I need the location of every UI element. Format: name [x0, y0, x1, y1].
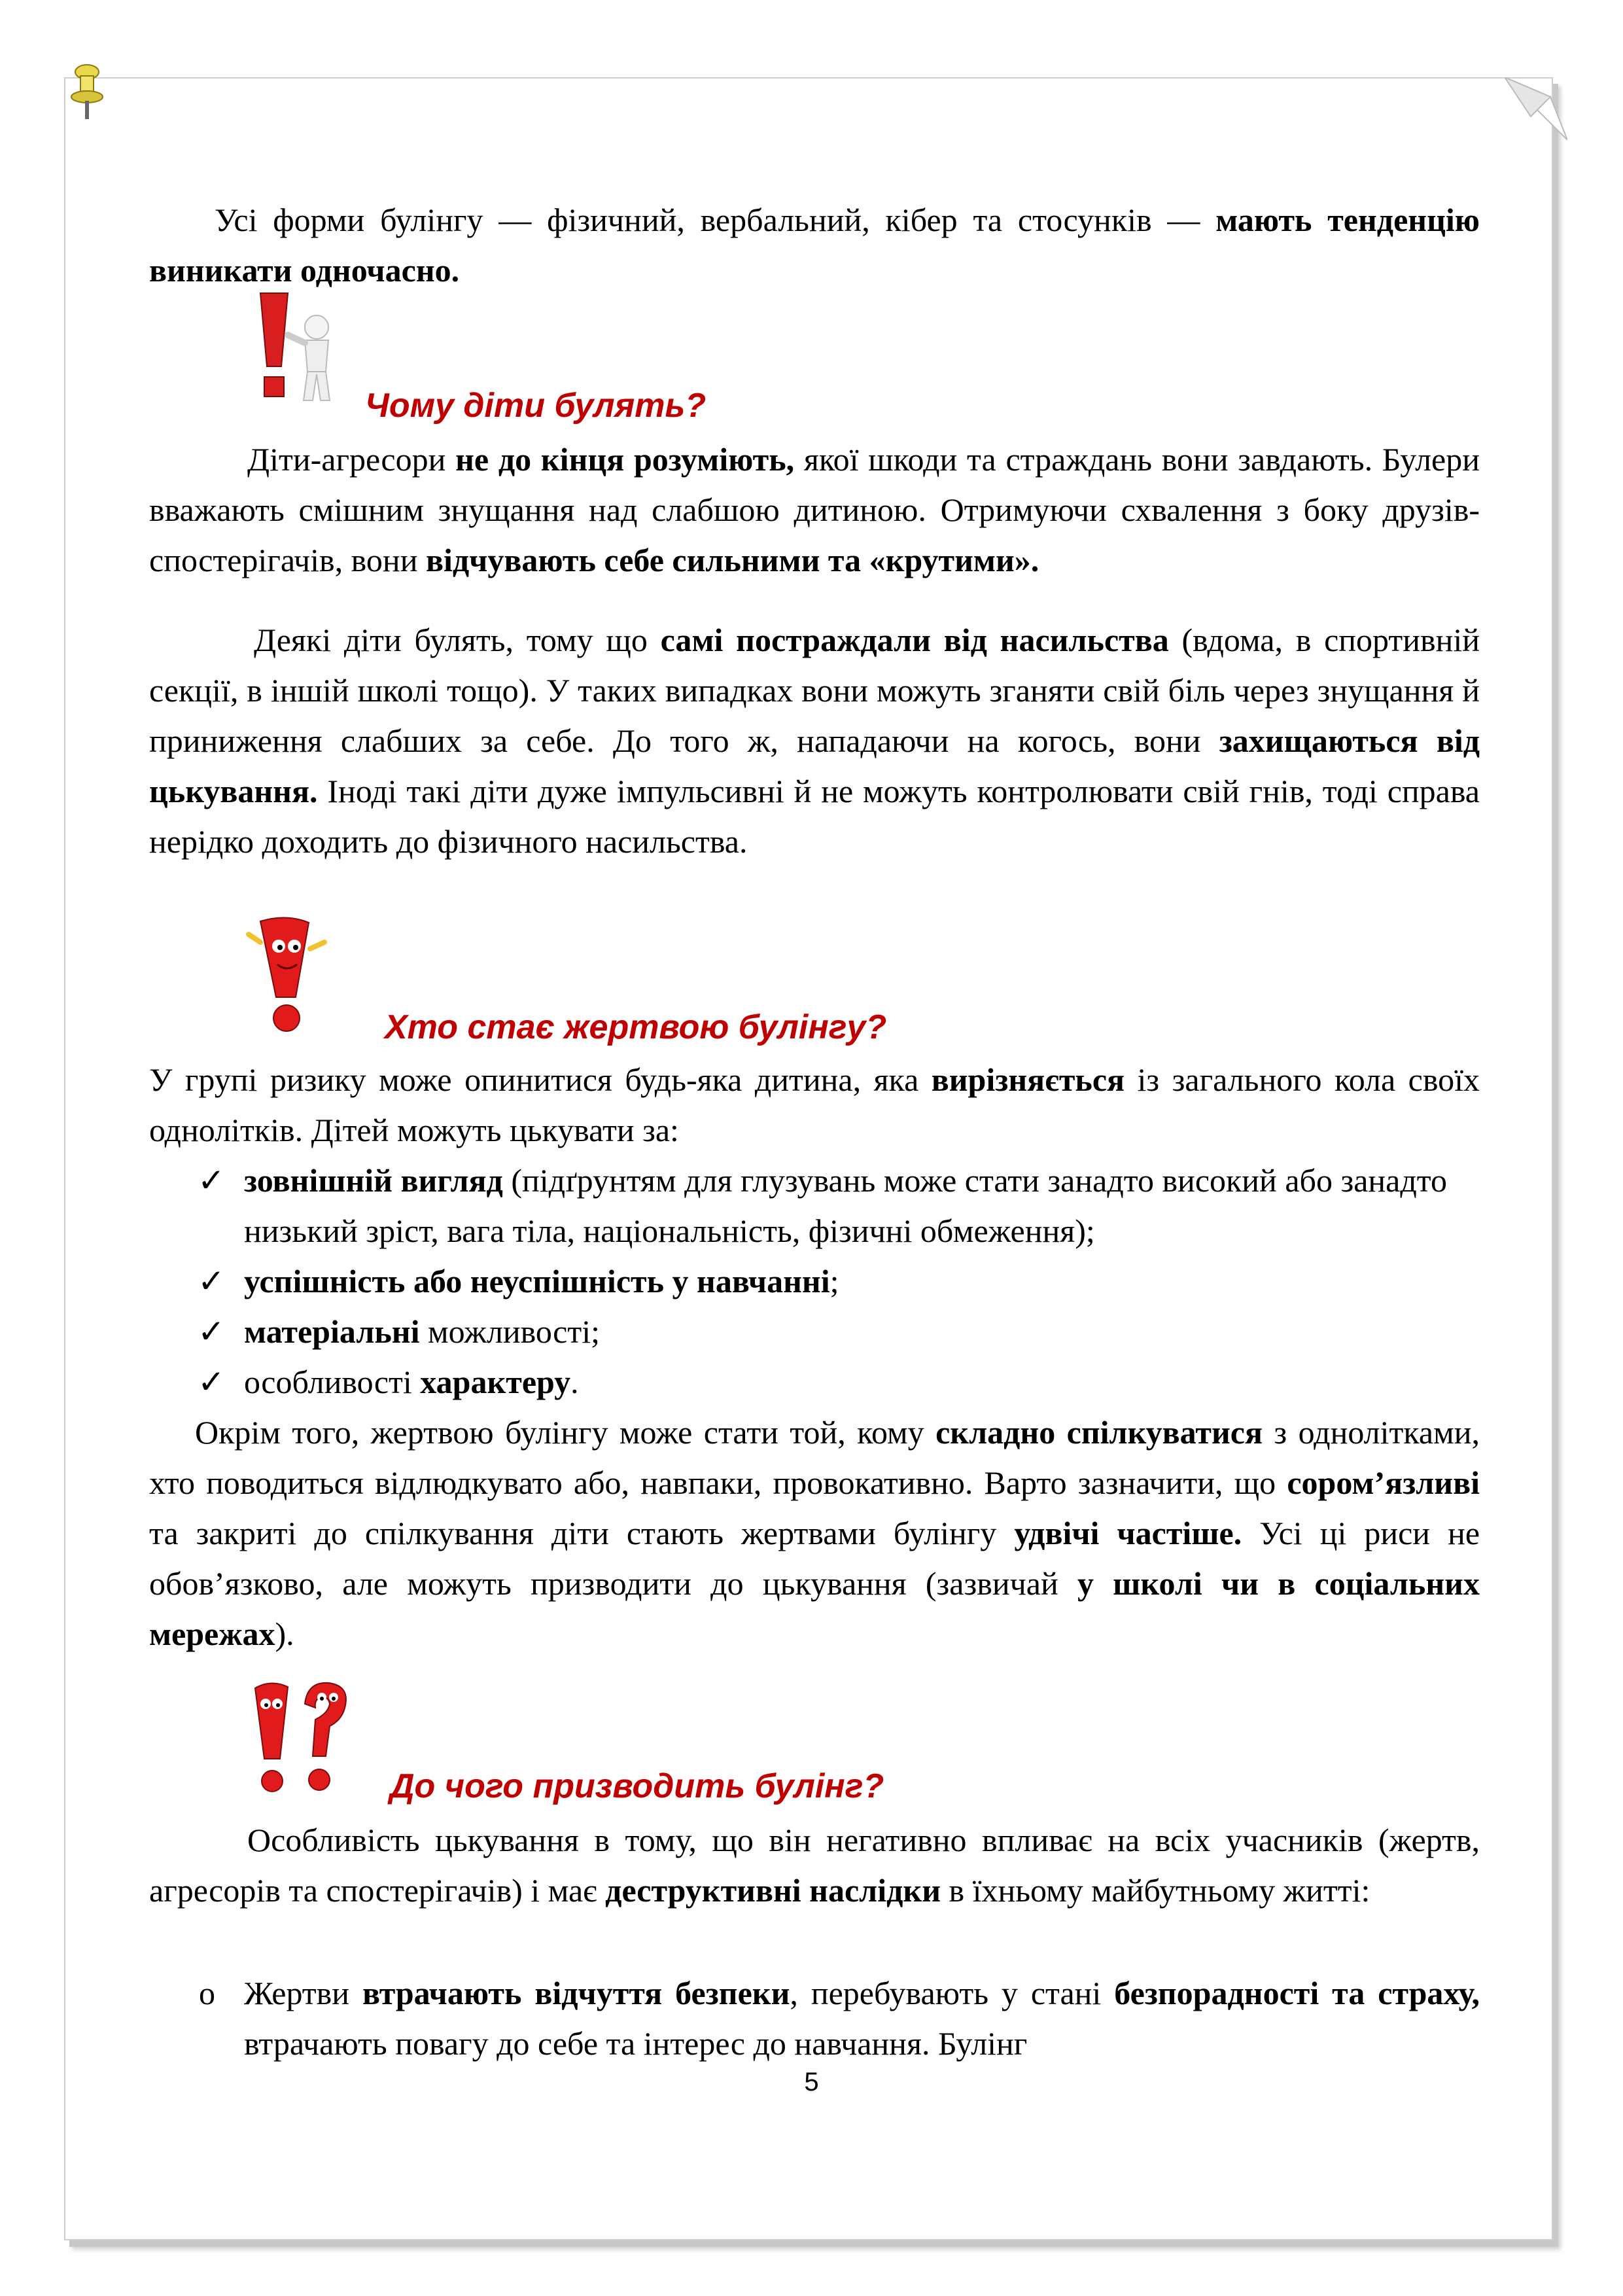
section-heading-consequences: До чого призводить булінг?	[390, 1767, 884, 1805]
who-paragraph-1: У групі ризику може опинитися будь-яка дитина, яка вирізняється із загального кола своїх однолітків. Дітей можуть цькувати за:	[149, 1061, 1480, 1148]
section-heading-why: Чому діти булять?	[365, 387, 707, 425]
checklist-item: успішність або неуспішність у навчанні;	[244, 1263, 839, 1299]
why-paragraph-2: Деякі діти булять, тому що самі постраждали від насильства (вдома, в спортивній секції, в іншій школі тощо). У таких випадках вони можуть зганяти свій біль через знущання й приниження слабших за себе. До того ж, нападаючи на когось, вони захищаються від цькування. Іноді такі діти дуже імпульсивні й не можуть контролювати свій гнів, тоді справа нерідко доходить до фізичного насильства.	[149, 622, 1480, 860]
page-number: 5	[804, 2068, 819, 2096]
why-paragraph-1: Діти-агресори не до кінця розуміють, якої шкоди та страждань вони завдають. Булери вважають смішним знущання над слабшою дитиною. Отримуючи схвалення з боку друзів-спостерігачів, вони відчувають себе сильними та «крутими».	[149, 441, 1480, 578]
who-paragraph-2: Окрім того, жертвою булінгу може стати той, кому складно спілкуватися з однолітками, хто поводиться відлюдкувато або, навпаки, провокативно. Варто зазначити, що сором’язливі та закриті до спілкування діти стають жертвами булінгу удвічі частіше. Усі ці риси не обов’язково, але можуть призводити до цькування (зазвичай у школі чи в соціальних мережах).	[149, 1414, 1480, 1652]
pushpin-icon	[69, 63, 105, 122]
check-icon: ✓	[198, 1263, 225, 1299]
exclamation-question-characters-icon	[245, 1675, 356, 1799]
section-heading-who: Хто стає жертвою булінгу?	[385, 1008, 887, 1046]
checklist-item: зовнішній вигляд (підґрунтям для глузувань може стати занадто високий або занадто низький зріст, вага тіла, національність, фізичні обмеження);	[244, 1162, 1447, 1249]
consequences-paragraph: Особливість цькування в тому, що він негативно впливає на всіх учасників (жертв, агресорів та спостерігачів) і має деструктивні наслідки в їхньому майбутньому житті:	[149, 1822, 1480, 1909]
circle-bullet-icon: o	[199, 1975, 215, 2011]
page-curl-icon	[1505, 77, 1567, 140]
consequences-list-item: Жертви втрачають відчуття безпеки, перебувають у стані безпорадності та страху, втрачають повагу до себе та інтерес до навчання. Булінг	[244, 1975, 1480, 2062]
exclamation-figure-icon	[247, 289, 345, 406]
check-icon: ✓	[198, 1313, 225, 1350]
check-icon: ✓	[198, 1162, 225, 1199]
checklist-item: особливості характеру.	[244, 1364, 579, 1400]
exclamation-character-icon	[245, 916, 330, 1038]
check-icon: ✓	[198, 1364, 225, 1400]
intro-paragraph: Усі форми булінгу — фізичний, вербальний, кібер та стосунків — мають тенденцію виникати одночасно.	[149, 202, 1480, 289]
checklist-item: матеріальні можливості;	[244, 1313, 601, 1350]
